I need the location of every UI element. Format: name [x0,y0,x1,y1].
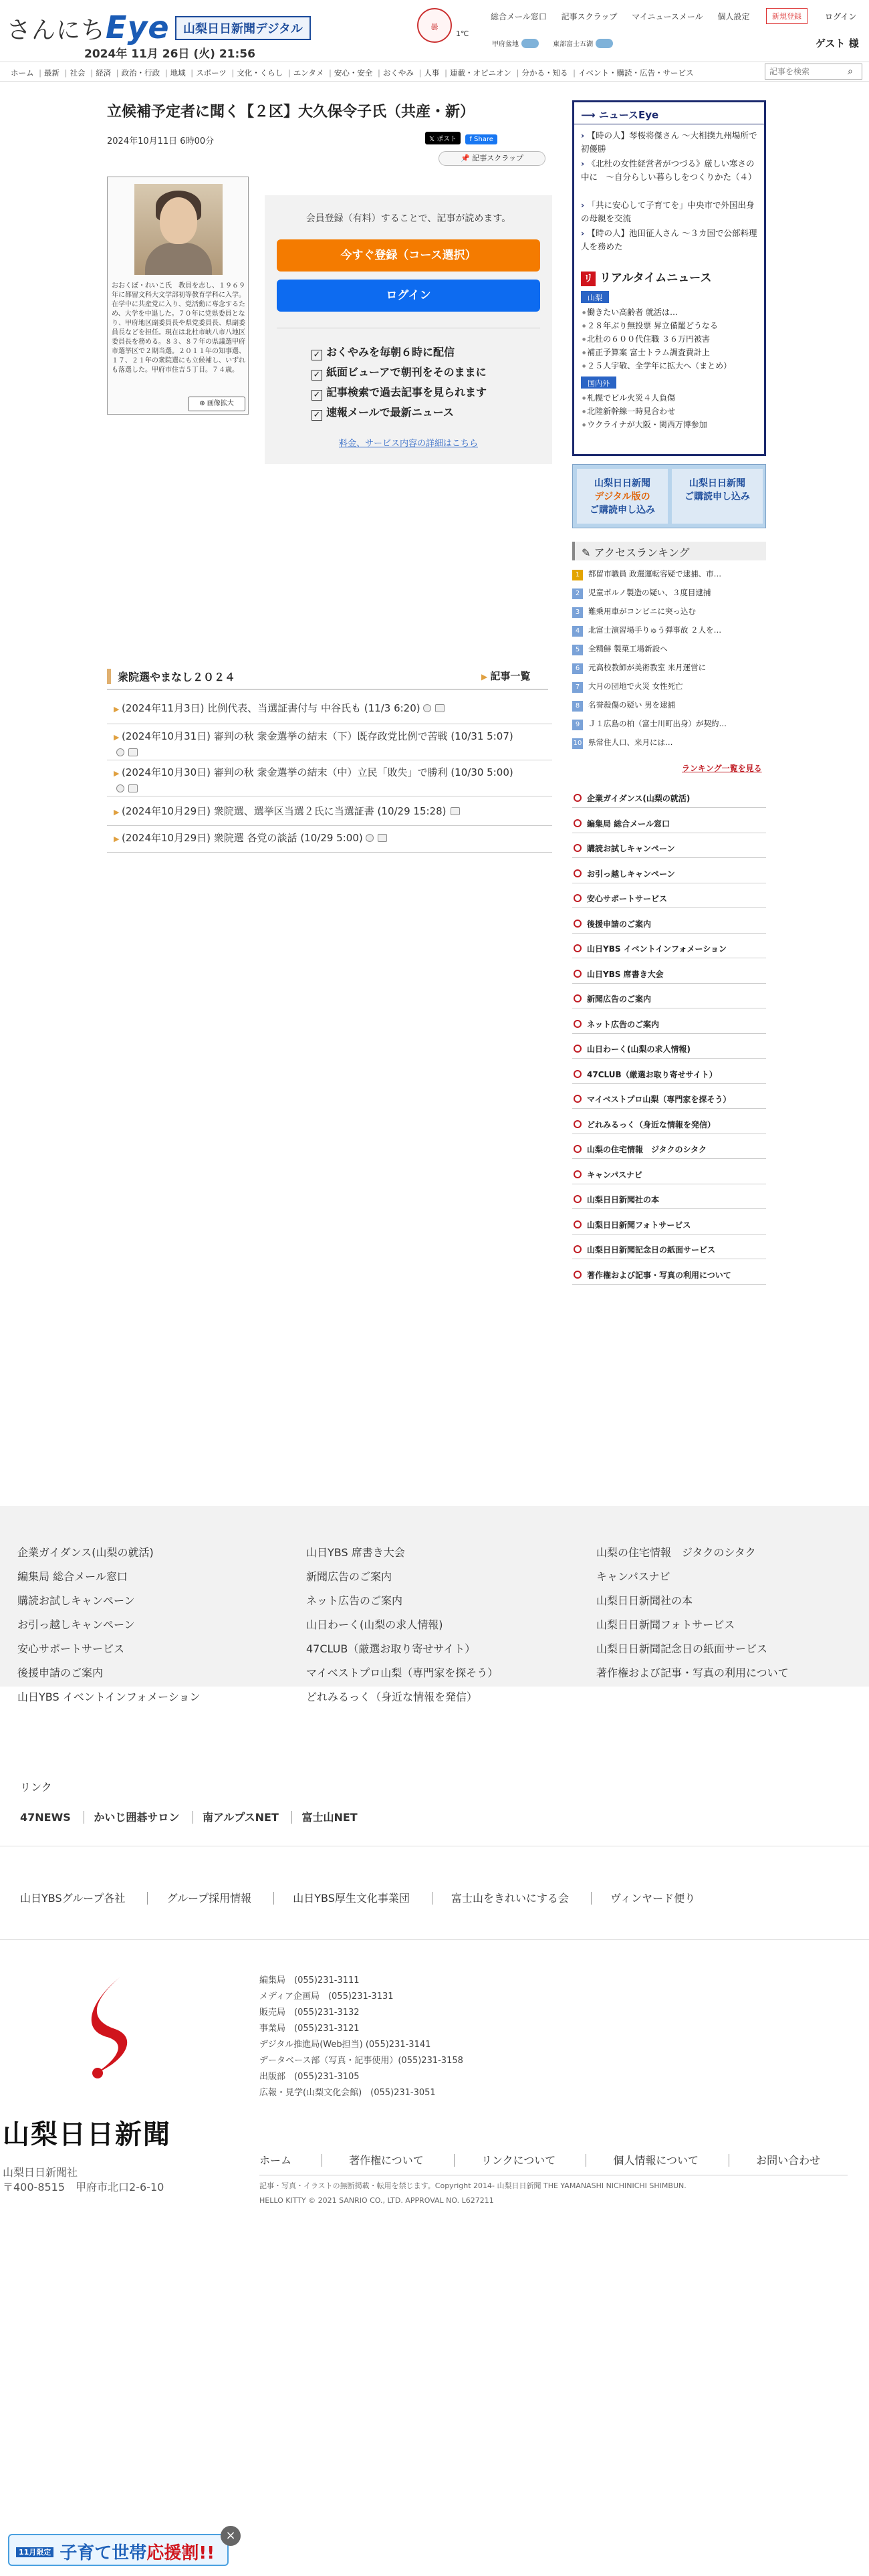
copyright-text: 記事・写真・イラストの無断掲載・転用を禁じます。Copyright 2014- 山梨日日新聞 THE YAMANASHI NICHINICHI SHIMBUN. [259,2181,687,2190]
side-link[interactable]: 山日わーく(山梨の求人情報) [572,1040,766,1059]
check-icon: ✓ [312,390,322,401]
rt-item[interactable]: ● 北杜の６００代住職 ３６万円被害 [582,332,759,346]
ranking-item[interactable] [572,734,766,750]
series-item[interactable]: ▶ (2024年10月29日) 衆院選 各党の談話 (10/29 5:00) [114,831,552,847]
footer-nav-link[interactable]: 著作権について [322,2154,451,2167]
contact-line: メディア企画局 (055)231-3131 [259,1992,394,2002]
series-item[interactable]: ▶ (2024年10月29日) 衆院選、選挙区当選２氏に当選証書 (10/29 15:28) [114,804,552,820]
rank-number: 4 [572,626,583,637]
news-eye-title: ⟶ ニュースEye [581,109,659,121]
footer-link[interactable]: 新聞広告のご案内 [306,1570,392,1583]
ranking-text: 大月の団地で火災 女性死亡 [588,681,683,691]
footer-col [17,1541,200,1709]
ranking-item[interactable] [572,603,766,619]
photo-icon [128,784,138,792]
company-address: 〒400-8515 甲府市北口2-6-10 [3,2181,164,2193]
side-link[interactable]: 山梨日日新聞フォトサービス [572,1216,766,1235]
zoom-icon: ⊕ [199,400,207,407]
news-item[interactable]: › 《北杜の女性経営者がつづる》厳しい寒さの中に ～自分らしい暮らしをつくりかた（４） [581,157,760,184]
cloud-icon [521,39,539,48]
footer-link[interactable]: どれみるっく（身近な情報を発信） [306,1691,478,1703]
footer-link[interactable]: ネット広告のご案内 [306,1594,403,1607]
contact-line: 編集局 (055)231-3111 [259,1975,360,1985]
rank-number: 9 [572,720,583,730]
logo-eye: Eye [106,9,170,45]
video-icon [116,748,124,756]
footer-nav-link[interactable]: ホーム [259,2154,292,2167]
footer-link[interactable]: 企業ガイダンス(山梨の就活) [17,1546,154,1559]
video-icon [366,834,374,842]
group-links [20,1890,714,1905]
external-links [20,1809,367,1824]
video-icon [116,784,124,792]
side-link[interactable]: ネット広告のご案内 [572,1015,766,1034]
image-zoom-button[interactable]: ⊕ 画像拡大 [188,397,245,411]
paywall-box [265,195,552,464]
series-title: 衆院選やまなし２０２４ [107,669,235,684]
banner-digital: 山梨日日新聞 デジタル版の ご購読申し込み [577,469,668,524]
nav-item[interactable]: エンタメ | [293,68,332,78]
rank-number: 5 [572,645,583,655]
close-icon[interactable]: × [221,2526,241,2546]
footer-col [306,1541,498,1709]
rt-item[interactable]: ● 札幌でビル火災４人負傷 [582,391,759,405]
current-date: 2024年 11月 26日 (火) 21:56 [84,47,255,61]
main-nav [0,62,869,82]
pin-icon: 📌 [461,154,473,163]
rt-item[interactable]: ● ２５人宇敬、全学年に拡大へ（まとめ） [582,359,759,373]
news-item[interactable]: › 「共に安心して子育てを」中央市で外国出身の母親を交流 [581,199,760,225]
nav-item[interactable]: 連載・オピニオン | [450,68,519,78]
rank-number: 8 [572,701,583,712]
nav-item[interactable]: スポーツ | [196,68,234,78]
tag-national[interactable]: 国内外 [581,377,616,389]
links-label: リンク [20,1781,52,1794]
side-link[interactable]: 47CLUB（厳選お取り寄せサイト） [572,1065,766,1084]
side-link[interactable]: 安心サポートサービス [572,889,766,908]
footer-link[interactable]: 山梨日日新聞社の本 [596,1594,693,1607]
photo-icon [435,704,445,712]
nav-item[interactable]: 社会 | [70,68,94,78]
article-title: 立候補予定者に聞く【２区】大久保令子氏（共産・新） [107,104,475,120]
copyright-text: HELLO KITTY © 2021 SANRIO CO., LTD. APPROVAL NO. L627211 [259,2196,494,2205]
rank-number: 7 [572,682,583,693]
footer-nav-link[interactable]: お問い合わせ [729,2154,847,2167]
contact-line: 広報・見学(山梨文化会館) (055)231-3051 [259,2088,436,2098]
external-link[interactable]: 47NEWS [20,1811,71,1824]
nav-item[interactable]: 分かる・知る | [522,68,576,78]
series-item[interactable]: ▶ (2024年11月3日) 比例代表、当選証書付与 中谷氏も (11/3 6:20) [114,701,552,717]
side-link[interactable]: 企業ガイダンス(山梨の就活) [572,789,766,808]
profile-caption: おおくぼ・れいこ氏 教員を志し、１９６９年に都留文科大文学部初等教育学科に入学。在学中に共産党に入り、党活動に専念するため、大学を中退した。７０年に党県委員となり、甲府地区副委員長や県党委員長、県副委員長などを担任。現在は北杜市峡八市八地区委員長を務める。８３、８７年の県議選甲府市選挙区で２期当選。２０１１年の知事選、１７、２１年の衆院選にも立候補し、いずれも落選した。甲府市住吉５丁目。７４歳。 [112,282,245,374]
candidate-photo[interactable] [134,184,223,275]
copyright [259,2179,687,2208]
photo-icon [128,748,138,756]
nav-items [11,68,699,78]
check-icon: ✓ [312,410,322,421]
side-link[interactable]: 購読お試しキャンペーン [572,839,766,858]
footer-link[interactable]: キャンパスナビ [596,1570,670,1583]
benefit-list [312,342,487,423]
pricing-detail-link[interactable]: 料金、サービス内容の詳細はこちら [338,439,478,449]
nav-item[interactable]: 最新 | [44,68,68,78]
footer-nav [259,2152,847,2167]
footer-link[interactable]: マイベストプロ山梨（専門家を探そう） [306,1667,499,1679]
group-link[interactable]: ヴィンヤード便り [591,1892,714,1905]
nav-item[interactable]: おくやみ | [383,68,422,78]
paywall-login-button[interactable]: ログイン [277,280,540,312]
footer-link[interactable]: 著作権および記事・写真の利用について [596,1667,789,1679]
benefit-item: ✓ 速報メールで最新ニュース [312,403,487,423]
external-link[interactable]: 南アルプスNET [193,1811,288,1824]
news-item[interactable]: › 【時の人】池田征人さん ～３カ国で公部料理人を務めた [581,227,760,253]
divider [0,1939,869,1940]
ranking-item[interactable] [572,697,766,713]
rt-item[interactable]: ● 補正予算案 富士トラム調査費計上 [582,346,759,360]
footer-link[interactable]: 後援申請のご案内 [17,1667,104,1679]
ranking-item[interactable] [572,716,766,732]
group-link[interactable]: グループ採用情報 [147,1892,270,1905]
nav-item[interactable]: 政治・行政 | [122,68,168,78]
nav-item[interactable]: ホーム | [11,68,41,78]
ranking-text: 全精鮮 製菓工場新設へ [588,644,668,653]
brand-mark-icon [74,1973,154,2080]
series-item[interactable]: ▶ (2024年10月30日) 審判の秋 衆金選挙の結末（中）立民「敗失」で勝利 (10/30 5:00) [114,765,552,796]
nav-item[interactable]: 経済 | [96,68,119,78]
group-link[interactable]: 富士山をきれいにする会 [432,1892,588,1905]
top-link[interactable]: 総合メール窓口 [491,12,547,21]
news-item[interactable]: › 【時の人】琴桜将傑さん ～大相撲九州場所で初優勝 [581,129,760,156]
weather-cities [492,36,616,49]
external-link[interactable]: かいじ囲碁サロン [84,1811,189,1824]
register-button[interactable]: 新規登録 [766,8,808,24]
side-link[interactable]: 著作権および記事・写真の利用について [572,1266,766,1285]
weather-city: 東部富士五湖 [553,41,594,48]
footer-nav-link[interactable]: リンクについて [454,2154,582,2167]
contact-line: 販売局 (055)231-3132 [259,2008,360,2018]
series-all-link[interactable]: ▶ 記事一覧 [481,669,530,683]
side-link[interactable]: マイベストプロ山梨（専門家を探そう） [572,1090,766,1109]
footer-link[interactable]: 山梨日日新聞フォトサービス [596,1618,735,1631]
profile-box [107,177,249,415]
nav-item[interactable]: 人事 | [424,68,447,78]
login-link[interactable]: ログイン [825,12,857,21]
series-item[interactable]: ▶ (2024年10月31日) 審判の秋 衆金選挙の結末（下）既存政党比例で苦戦 (10/31 5:07) [114,729,552,760]
top-link[interactable]: 記事スクラップ [561,12,618,21]
footer-links-band [0,1506,869,1703]
footer-link[interactable]: 安心サポートサービス [17,1642,125,1655]
footer-link[interactable]: 47CLUB（厳選お取り寄せサイト） [306,1642,476,1655]
group-link[interactable]: 山日YBS厚生文化事業団 [273,1892,428,1905]
side-link[interactable]: 山梨の住宅情報 ジタクのシタク [572,1140,766,1159]
side-link[interactable]: 山梨日日新聞記念日の紙面サービス [572,1241,766,1259]
side-link[interactable]: 山梨日日新聞社の本 [572,1190,766,1209]
search-icon[interactable]: ⌕ [848,66,853,77]
guest-label: ゲスト 様 [816,37,859,49]
share-buttons [425,131,499,144]
external-link[interactable]: 富士山NET [291,1811,366,1824]
footer-link[interactable]: お引っ越しキャンペーン [17,1618,135,1631]
side-link[interactable]: 編集局 総合メール窓口 [572,815,766,833]
ranking-title: ✎ アクセスランキング [572,542,766,560]
rt-item[interactable]: ● 働きたい高齢者 就活は… [582,306,759,320]
ranking-text: 都留市職員 政選運転容疑で逮捕、市… [588,569,722,578]
banner-paper: 山梨日日新聞 ご購読申し込み [672,469,763,524]
footer-link[interactable]: 山日YBS イベントインフォメーション [17,1691,201,1703]
realtime-title: リ リアルタイムニュース [581,268,711,286]
weather-mascot-icon: 曇 [417,8,452,43]
footer-link[interactable]: 編集局 総合メール窓口 [17,1570,128,1583]
ranking-text: 難乗用車がコンビニに突っ込む [588,607,696,616]
ranking-item[interactable] [572,659,766,675]
rank-number: 10 [572,738,583,749]
x-post-button[interactable]: 𝕏 ポスト [425,132,461,144]
paywall-lead: 会員登録（有料）することで、記事が読めます。 [305,213,511,224]
news-eye-box [572,100,766,456]
side-link[interactable]: 新聞広告のご案内 [572,990,766,1008]
side-link[interactable]: キャンパスナビ [572,1166,766,1184]
footer-nav-link[interactable]: 個人情報について [586,2154,725,2167]
ranking-more-link[interactable]: ランキング一覧を見る [682,764,762,773]
rank-number: 2 [572,588,583,599]
divider [107,852,552,853]
nav-item[interactable]: 文化・くらし | [237,68,291,78]
top-links [491,11,761,22]
facebook-share-button[interactable]: f Share [465,134,497,144]
brand-name: 山梨日日新聞 [3,2119,171,2150]
ranking-item[interactable] [572,678,766,694]
ranking-item[interactable] [572,566,766,582]
ranking-item[interactable] [572,641,766,657]
rank-number: 1 [572,570,583,580]
cloud-icon [596,39,613,48]
weather-temp: 1℃ [456,29,469,38]
group-link[interactable]: 山日YBSグループ各社 [20,1892,126,1905]
contact-list [259,1973,463,2101]
subscribe-button[interactable]: 今すぐ登録（コース選択） [277,239,540,272]
ranking-item[interactable] [572,584,766,601]
nav-item[interactable]: 地域 | [170,68,194,78]
ranking-text: 名誉殺傷の疑い 男を逮捕 [588,700,676,710]
check-icon: ✓ [312,370,322,381]
footer-link[interactable]: 山梨の住宅情報 ジタクのシタク [596,1546,756,1559]
ranking-text: 児童ポルノ製造の疑い、３度目逮捕 [588,588,711,597]
contact-line: デジタル推進局(Web担当) (055)231-3141 [259,2040,431,2050]
side-link[interactable]: 山日YBS イベントインフォメーション [572,940,766,958]
divider [107,825,552,826]
ranking-text: 北富士演習場手りゅう弾事故 ２人を… [588,625,722,635]
side-link[interactable]: 後援申請のご案内 [572,915,766,934]
footer-link[interactable]: 山日YBS 席書き大会 [306,1546,405,1559]
tag-local[interactable]: 山梨 [581,291,609,303]
contact-line: 出版部 (055)231-3105 [259,2072,360,2082]
contact-line: データベース部（写真・記事使用）(055)231-3158 [259,2056,463,2066]
weather-city: 甲府盆地 [492,41,519,48]
article-date: 2024年10月11日 6時00分 [107,136,215,146]
rt-item[interactable]: ● ２８年ぶり無投票 昇立備罷どうなる [582,319,759,333]
benefit-item: ✓ 紙面ビューアで朝刊をそのままに [312,362,487,383]
benefit-item: ✓ 記事検索で過去記事を見られます [312,383,487,403]
photo-icon [451,807,460,815]
check-icon: ✓ [312,350,322,360]
nav-item[interactable]: イベント・購読・広告・サービス [578,68,694,78]
logo-text: さんにち [7,17,106,44]
ranking-text: 県常住人口、来月には… [588,738,673,747]
company-name: 山梨日日新聞社 [3,2166,78,2179]
photo-icon [378,834,387,842]
scrap-button[interactable]: 📌 記事スクラップ [439,151,545,166]
weather-widget[interactable] [414,7,481,49]
footer-col [596,1541,789,1685]
ranking-text: Ｊ１広島の柏（富士川町出身）が契約… [588,719,727,728]
video-icon [423,704,431,712]
realtime-icon: リ [581,272,596,286]
side-link[interactable]: 山日YBS 席書き大会 [572,965,766,984]
top-link[interactable]: 個人設定 [717,12,750,21]
contact-line: 事業局 (055)231-3121 [259,2024,360,2034]
site-logo[interactable] [7,9,170,45]
campaign-banner[interactable]: $^{11月限定}$ 子育て世帯応援割!! [8,2525,229,2566]
nav-item[interactable]: 安心・安全 | [334,68,380,78]
rank-number: 6 [572,663,583,674]
footer-link[interactable]: 山梨日日新聞記念日の紙面サービス [596,1642,768,1655]
side-link[interactable]: どれみるっく（身近な情報を発信） [572,1115,766,1134]
digital-badge: 山梨日日新聞デジタル [175,16,311,40]
ranking-item[interactable] [572,622,766,638]
rank-number: 3 [572,607,583,618]
footer-link[interactable]: 購読お試しキャンペーン [17,1594,135,1607]
footer-link[interactable]: 山日わーく(山梨の求人情報) [306,1618,443,1631]
top-link[interactable]: マイニュースメール [632,12,703,21]
side-link[interactable]: お引っ越しキャンペーン [572,865,766,883]
ranking-text: 元高校教師が美術教室 来月運営に [588,663,707,672]
benefit-item: ✓ おくやみを毎朝６時に配信 [312,342,487,362]
subscription-banner[interactable] [572,464,766,528]
rt-item[interactable]: ● ウクライナが大阪・関西万博参加 [582,418,759,432]
rt-item[interactable]: ● 北陸新幹線一時見合わせ [582,405,759,419]
